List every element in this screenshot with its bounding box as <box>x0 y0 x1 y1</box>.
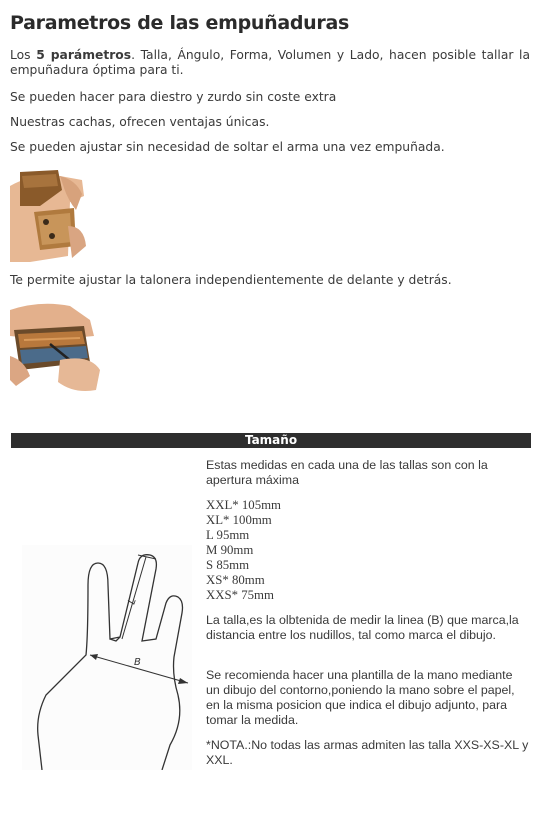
size-item: XXS* 75mm <box>206 588 274 602</box>
intro-text-rest: . Talla, Ángulo, Forma, Volumen y Lado, hacen posible tallar la empuñadura óptima para ti. <box>10 48 530 77</box>
heel-adjust-line: Te permite ajustar la talonera independientemente de delante y detrás. <box>10 273 452 287</box>
tamano-intro: Estas medidas en cada una de las tallas son con la apertura máxima <box>206 458 488 487</box>
plantilla-paragraph: Se recomienda hacer una plantilla de la mano mediante un dibujo del contorno,poniendo la mano sobre el papel, en la misma posicion que indica el dibujo adjunto, para tomar la medida. <box>206 668 515 727</box>
size-item: XL* 100mm <box>206 513 272 527</box>
grip-photo-2 <box>10 300 103 397</box>
ambidextrous-line: Se pueden hacer para diestro y zurdo sin coste extra <box>10 90 337 104</box>
adjust-line: Se pueden ajustar sin necesidad de soltar el arma una vez empuñada. <box>10 140 445 154</box>
intro-text: Los <box>10 48 37 62</box>
label-b: B <box>134 657 141 668</box>
nota-paragraph: *NOTA.:No todas las armas admiten las talla XXS-XS-XL y XXL. <box>206 738 529 767</box>
intro-bold: 5 parámetros <box>36 48 132 62</box>
advantages-line: Nuestras cachas, ofrecen ventajas únicas. <box>10 115 270 129</box>
hand-diagram <box>22 545 192 770</box>
section-header-tamano <box>11 433 531 448</box>
intro-paragraph <box>10 48 530 78</box>
size-item: L 95mm <box>206 528 250 542</box>
size-list <box>206 498 281 603</box>
size-item: XS* 80mm <box>206 573 265 587</box>
label-l: L <box>126 597 139 607</box>
section-header-label: Tamaño <box>244 433 298 447</box>
size-item: S 85mm <box>206 558 250 572</box>
page-title: Parametros de las empuñaduras <box>10 12 349 34</box>
talla-paragraph: La talla,es la olbtenida de medir la linea (B) que marca,la distancia entre los nudillos, tal como marca el dibujo. <box>206 613 519 642</box>
size-item: M 90mm <box>206 543 254 557</box>
grip-photo-1 <box>10 166 88 262</box>
size-item: XXL* 105mm <box>206 498 282 512</box>
